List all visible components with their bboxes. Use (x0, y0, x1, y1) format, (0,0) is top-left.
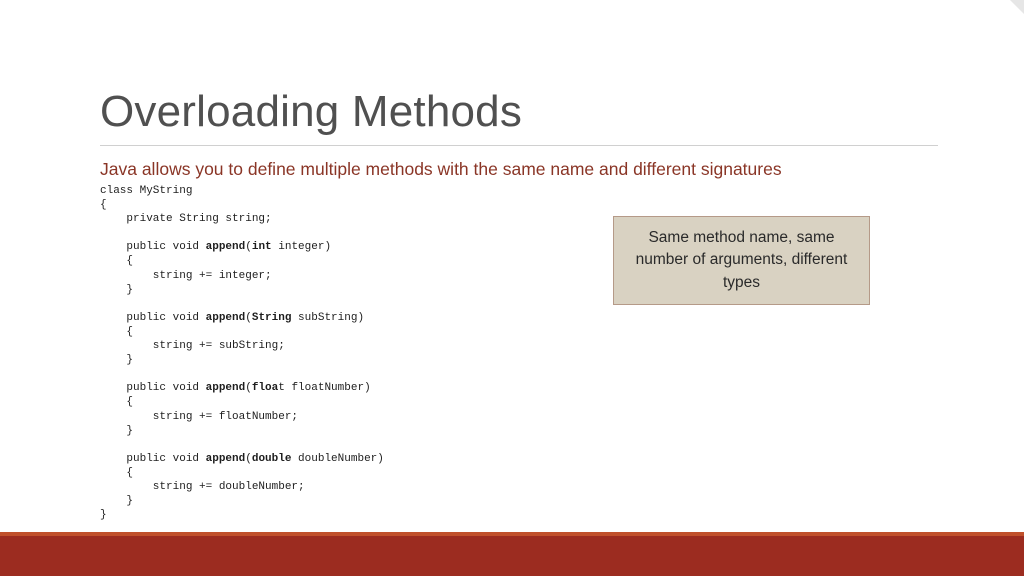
code-keyword: String (251, 311, 292, 324)
callout-box (613, 216, 870, 305)
code-line (100, 367, 580, 381)
code-keyword: append (205, 452, 246, 465)
code-keyword: double (251, 452, 292, 465)
code-line (100, 240, 580, 254)
code-line (100, 353, 580, 367)
code-text: public void (100, 241, 206, 254)
code-text: } (100, 495, 134, 508)
code-line (100, 410, 580, 424)
code-text: private String string; (100, 213, 272, 226)
code-text: class MyString (100, 185, 193, 197)
code-line (100, 226, 580, 240)
code-text: } (100, 283, 134, 296)
footer-band (0, 536, 1024, 576)
code-text: { (100, 325, 134, 338)
code-line (100, 198, 580, 212)
code-text: } (100, 354, 134, 367)
code-line (100, 254, 580, 268)
code-text: ( (245, 382, 252, 395)
code-text: string += subString; (100, 340, 285, 353)
code-text: public void (100, 382, 206, 395)
code-text: } (100, 509, 107, 522)
code-text: { (100, 255, 134, 268)
code-block (100, 184, 580, 522)
code-line (100, 508, 580, 522)
code-text: public void (100, 311, 206, 324)
code-text: subString) (291, 311, 365, 324)
code-line (100, 494, 580, 508)
code-text: doubleNumber) (291, 452, 384, 465)
code-line (100, 480, 580, 494)
code-keyword: append (205, 241, 246, 254)
code-line (100, 452, 580, 466)
slide-title: Overloading Methods (100, 87, 523, 136)
code-text: ( (245, 452, 252, 465)
code-text: ( (245, 241, 252, 254)
code-line (100, 381, 580, 395)
callout-text: Same method name, same number of arguments, different types (635, 228, 848, 291)
code-line (100, 438, 580, 452)
code-keyword: append (205, 382, 246, 395)
slide-subtitle: Java allows you to define multiple methods with the same name and different signatures (100, 159, 782, 179)
code-line (100, 311, 580, 325)
code-text: { (100, 199, 107, 212)
code-text: public void (100, 452, 206, 465)
code-text: } (100, 424, 134, 437)
code-keyword: floa (251, 382, 279, 395)
code-text: ( (245, 311, 252, 324)
code-line (100, 269, 580, 283)
corner-decoration (1010, 0, 1024, 14)
code-text: string += doubleNumber; (100, 480, 305, 493)
code-line (100, 339, 580, 353)
code-line (100, 325, 580, 339)
code-text: string += floatNumber; (100, 410, 299, 423)
code-line (100, 466, 580, 480)
code-line (100, 424, 580, 438)
code-line (100, 184, 580, 198)
code-line (100, 297, 580, 311)
code-line (100, 212, 580, 226)
code-line (100, 283, 580, 297)
code-text: { (100, 396, 134, 409)
code-keyword: append (205, 311, 246, 324)
code-line (100, 395, 580, 409)
code-text: string += integer; (100, 269, 272, 282)
title-divider (100, 145, 938, 146)
code-text: t floatNumber) (278, 382, 371, 395)
code-text: integer) (271, 241, 332, 254)
code-text: { (100, 466, 134, 479)
code-keyword: int (251, 241, 272, 254)
